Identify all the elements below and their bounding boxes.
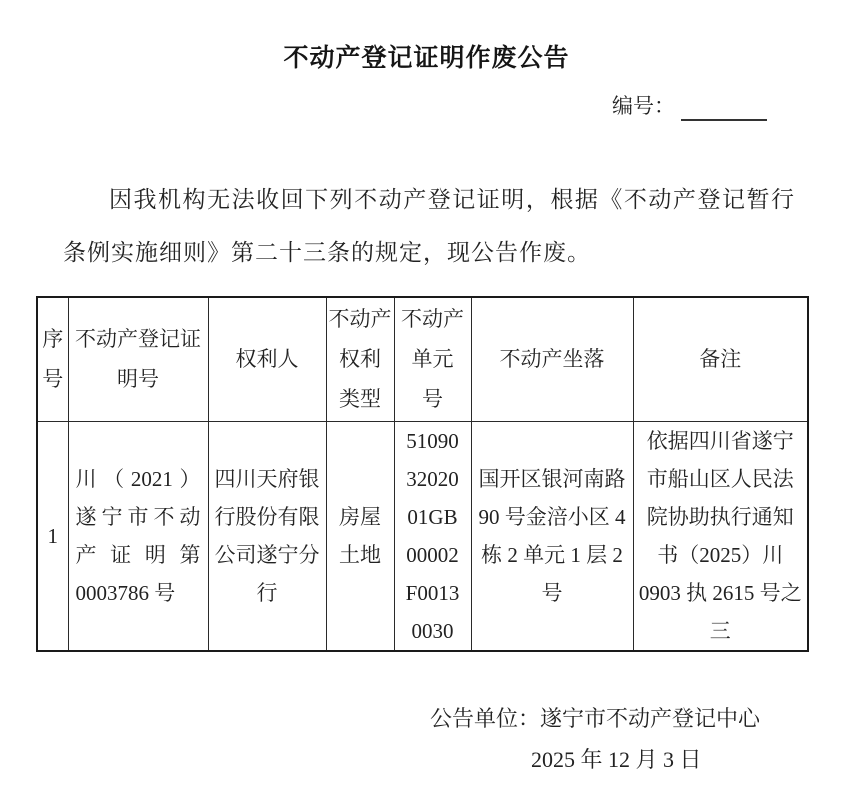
number-blank-line bbox=[681, 99, 767, 121]
issuer-line bbox=[0, 706, 853, 732]
header-right-type: 不动产 权利 类型 bbox=[326, 297, 394, 421]
cell-remark: 依据四川省遂宁市船山区人民法院协助执行通知书（2025）川 0903 执 2615 号之三 bbox=[633, 421, 808, 651]
page-title: 不动产登记证明作废公告 bbox=[283, 44, 570, 72]
number-row bbox=[612, 92, 853, 121]
number-label: 编号： bbox=[612, 94, 675, 118]
issuer-label: 公告单位： bbox=[430, 705, 541, 731]
cell-certificate-no: 川（2021）遂宁市不动产证明第 0003786 号 bbox=[68, 421, 208, 651]
cell-holder: 四川天府银行股份有限公司遂宁分行 bbox=[208, 421, 326, 651]
header-location: 不动产坐落 bbox=[471, 297, 633, 421]
cell-location: 国开区银河南路 90 号金涪小区 4 栋 2 单元 1 层 2 号 bbox=[471, 421, 633, 651]
cell-right-type: 房屋土地 bbox=[326, 421, 394, 651]
header-holder: 权利人 bbox=[208, 297, 326, 421]
header-unit-no: 不动产 单元 号 bbox=[394, 297, 471, 421]
header-seq: 序 号 bbox=[37, 297, 68, 421]
header-certificate-no: 不动产登记证 明号 bbox=[68, 297, 208, 421]
header-remark: 备注 bbox=[633, 297, 808, 421]
certificates-table bbox=[36, 296, 809, 652]
table-row bbox=[37, 421, 808, 651]
cell-seq: 1 bbox=[37, 421, 68, 651]
table-header-row bbox=[37, 297, 808, 421]
cell-unit-no: 510903202001GB00002F00130030 bbox=[394, 421, 471, 651]
document-footer bbox=[0, 706, 853, 773]
notice-body-text: 因我机构无法收回下列不动产登记证明，根据《不动产登记暂行条例实施细则》第二十三条的规定，现公告作废。 bbox=[63, 187, 795, 265]
issuer-name: 遂宁市不动产登记中心 bbox=[540, 705, 761, 731]
date-line: 2025 年 12 月 3 日 bbox=[531, 746, 702, 772]
